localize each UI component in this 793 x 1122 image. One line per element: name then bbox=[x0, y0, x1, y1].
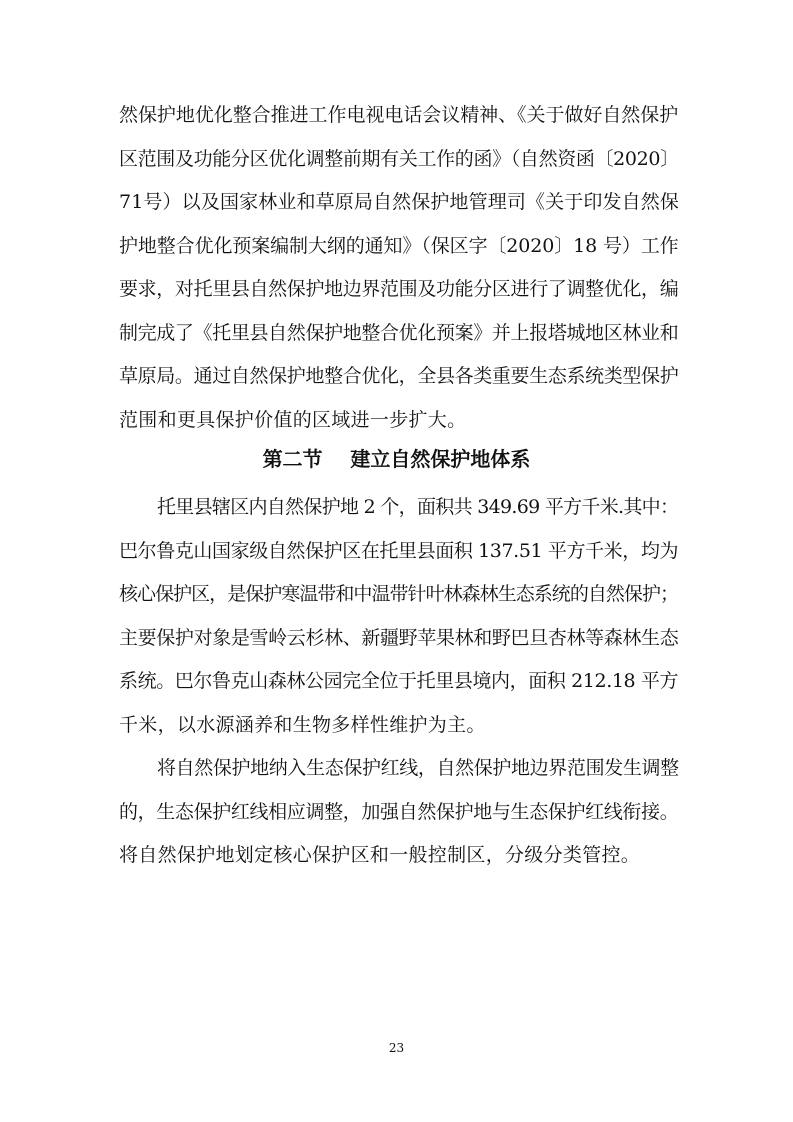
page-number: 23 bbox=[388, 1041, 405, 1055]
text-line: 巴尔鲁克山国家级自然保护区在托里县面积 137.51 平方千米，均为 bbox=[119, 540, 679, 562]
text-line: 区范围及功能分区优化调整前期有关工作的函》（自然资函〔2020〕 bbox=[119, 148, 679, 170]
text-line: 71号）以及国家林业和草原局自然保护地管理司《关于印发自然保 bbox=[119, 191, 680, 213]
text-line: 范围和更具保护价值的区域进一步扩大。 bbox=[119, 409, 467, 431]
section-heading: 第二节 建立自然保护地体系 bbox=[262, 447, 531, 471]
text-line: 制完成了《托里县自然保护地整合优化预案》并上报塔城地区林业和 bbox=[119, 322, 679, 344]
text-line: 千米，以水源涵养和生物多样性维护为主。 bbox=[119, 714, 486, 736]
text-line: 要求，对托里县自然保护地边界范围及功能分区进行了调整优化，编 bbox=[119, 278, 679, 300]
text-line: 将自然保护地划定核心保护区和一般控制区，分级分类管控。 bbox=[119, 844, 641, 866]
text-line: 将自然保护地纳入生态保护红线，自然保护地边界范围发生调整 bbox=[157, 757, 679, 779]
text-line: 托里县辖区内自然保护地 2 个，面积共 349.69 平方千米.其中： bbox=[157, 496, 679, 518]
text-line: 主要保护对象是雪岭云杉林、新疆野苹果林和野巴旦杏林等森林生态 bbox=[119, 627, 679, 649]
text-line: 草原局。通过自然保护地整合优化，全县各类重要生态系统类型保护 bbox=[119, 365, 679, 387]
text-line: 然保护地优化整合推进工作电视电话会议精神、《关于做好自然保护 bbox=[119, 104, 679, 126]
text-line: 的，生态保护红线相应调整，加强自然保护地与生态保护红线衔接。 bbox=[119, 801, 679, 823]
text-line: 护地整合优化预案编制大纲的通知》（保区字〔2020〕18 号）工作 bbox=[119, 235, 679, 257]
text-line: 系统。巴尔鲁克山森林公园完全位于托里县境内，面积 212.18 平方 bbox=[119, 670, 679, 692]
text-line: 核心保护区，是保护寒温带和中温带针叶林森林生态系统的自然保护； bbox=[119, 583, 679, 605]
